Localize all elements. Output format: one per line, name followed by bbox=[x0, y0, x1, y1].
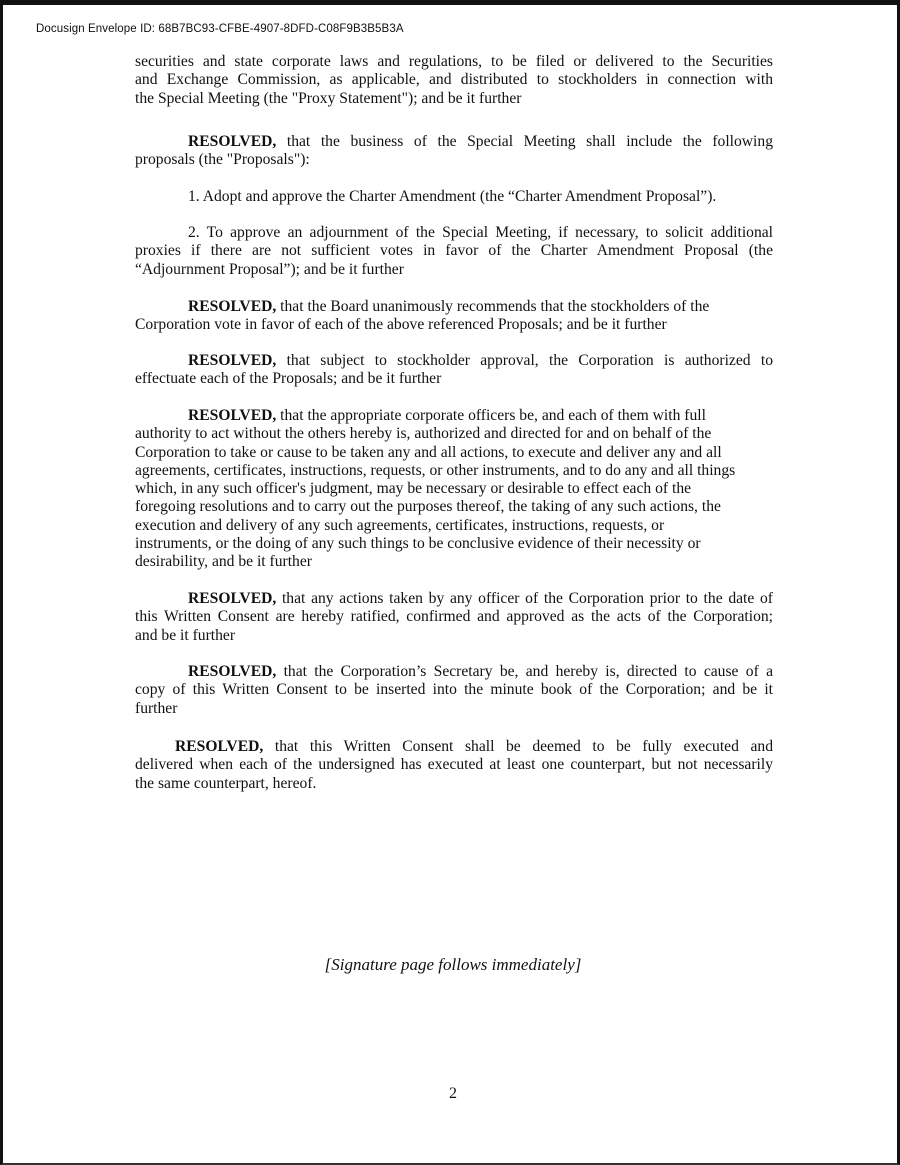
resolution-board-recommends bbox=[135, 298, 773, 335]
text-line: foregoing resolutions and to carry out the purposes thereof, the taking of any such actions, the bbox=[135, 498, 721, 516]
text-line: proposals (the "Proposals"): bbox=[135, 151, 310, 169]
text-line: “Adjournment Proposal”); and be it further bbox=[135, 260, 404, 278]
text-line: this Written Consent are hereby ratified, confirmed and approved as the acts of the Corporation; bbox=[135, 608, 773, 626]
resolved-label: RESOLVED, bbox=[188, 352, 277, 369]
resolution-ratification bbox=[135, 590, 773, 645]
resolution-business-proposals bbox=[135, 133, 773, 170]
resolved-label: RESOLVED, bbox=[175, 738, 264, 755]
text-line: that the appropriate corporate officers be, and each of them with full bbox=[276, 407, 706, 424]
text-line: that the Board unanimously recommends that the stockholders of the bbox=[276, 298, 710, 315]
text-line: copy of this Written Consent to be inserted into the minute book of the Corporation; and be it bbox=[135, 681, 773, 699]
paragraph-proxy-statement bbox=[135, 53, 773, 108]
resolution-counterparts bbox=[135, 738, 773, 793]
resolved-label: RESOLVED, bbox=[188, 298, 277, 315]
text-line: the Special Meeting (the "Proxy Statement"); and be it further bbox=[135, 89, 522, 107]
proposal-item-1 bbox=[135, 188, 773, 206]
text-line: Corporation vote in favor of each of the above referenced Proposals; and be it further bbox=[135, 316, 667, 334]
resolved-label: RESOLVED, bbox=[188, 590, 277, 607]
text-line: and be it further bbox=[135, 626, 236, 644]
text-line: desirability, and be it further bbox=[135, 553, 312, 571]
text-line: instruments, or the doing of any such things to be conclusive evidence of their necessity or bbox=[135, 535, 701, 553]
text-line: 2. To approve an adjournment of the Special Meeting, if necessary, to solicit additional bbox=[188, 224, 773, 241]
text-line: authority to act without the others hereby is, authorized and directed for and on behalf of the bbox=[135, 425, 712, 443]
text-line: that any actions taken by any officer of the Corporation prior to the date of bbox=[276, 590, 773, 607]
text-line: effectuate each of the Proposals; and be it further bbox=[135, 370, 442, 388]
text-line: further bbox=[135, 699, 178, 717]
text-line: Corporation to take or cause to be taken any and all actions, to execute and deliver any and all bbox=[135, 443, 722, 461]
text-line: 1. Adopt and approve the Charter Amendment (the “Charter Amendment Proposal”). bbox=[188, 188, 717, 205]
text-line: that the business of the Special Meeting shall include the following bbox=[276, 133, 773, 150]
signature-page-note: [Signature page follows immediately] bbox=[324, 955, 582, 974]
resolution-minute-book bbox=[135, 663, 773, 718]
text-line: agreements, certificates, instructions, requests, or other instruments, and to do any and all things bbox=[135, 461, 736, 479]
resolved-label: RESOLVED, bbox=[188, 133, 277, 150]
text-line: proxies if there are not sufficient votes in favor of the Charter Amendment Proposal (the bbox=[135, 242, 773, 260]
resolution-stockholder-approval bbox=[135, 352, 773, 389]
resolved-label: RESOLVED, bbox=[188, 407, 277, 424]
text-line: the same counterpart, hereof. bbox=[135, 774, 317, 792]
resolved-label: RESOLVED, bbox=[188, 663, 277, 680]
text-line: that the Corporation’s Secretary be, and hereby is, directed to cause of a bbox=[276, 663, 773, 680]
text-line: securities and state corporate laws and regulations, to be filed or delivered to the Securities bbox=[135, 53, 773, 70]
text-line: execution and delivery of any such agreements, certificates, instructions, requests, or bbox=[135, 516, 665, 534]
text-line: delivered when each of the undersigned has executed at least one counterpart, but not necessarily bbox=[135, 756, 773, 774]
proposal-item-2 bbox=[135, 224, 773, 279]
text-line: which, in any such officer's judgment, may be necessary or desirable to effect each of the bbox=[135, 480, 692, 498]
text-line: and Exchange Commission, as applicable, and distributed to stockholders in connection with bbox=[135, 71, 773, 89]
text-line: that subject to stockholder approval, the Corporation is authorized to bbox=[276, 352, 773, 369]
page-number: 2 bbox=[449, 1085, 457, 1102]
resolution-officers-authority bbox=[135, 407, 773, 572]
docusign-envelope-id: Docusign Envelope ID: 68B7BC93-CFBE-4907-8DFD-C08F9B3B5B3A bbox=[36, 23, 404, 35]
text-line: that this Written Consent shall be deemed to be fully executed and bbox=[263, 738, 773, 755]
